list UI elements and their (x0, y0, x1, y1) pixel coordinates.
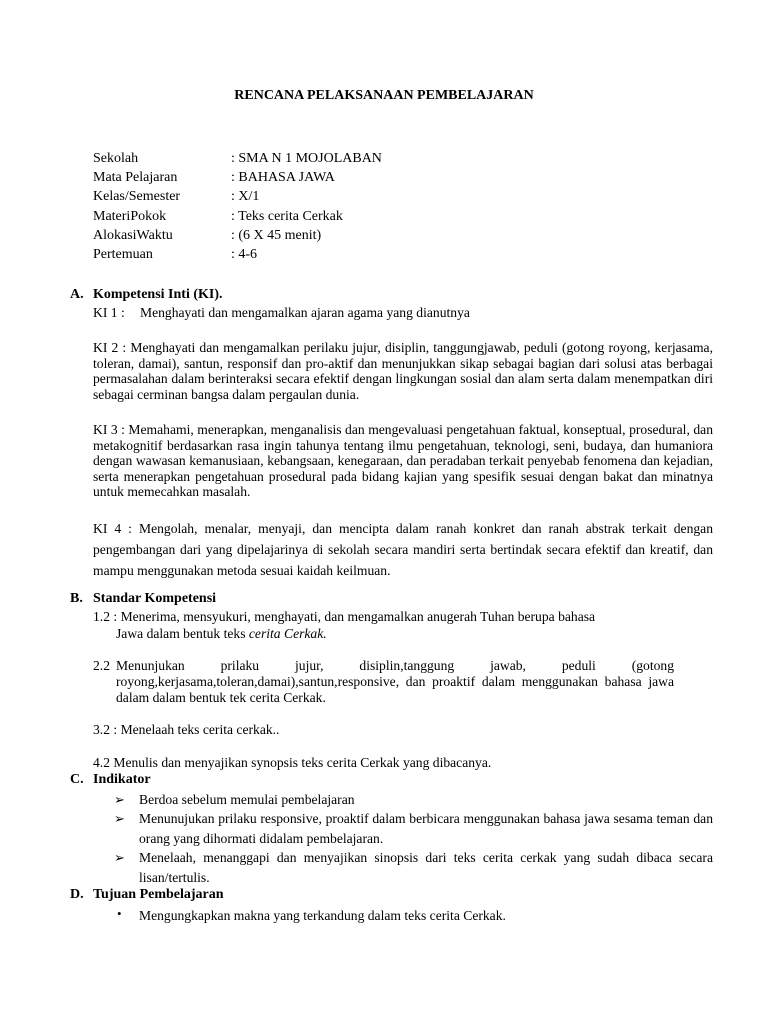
kd-2-2-paragraph: Menunjukan prilaku jujur, disiplin,tanggung jawab, peduli (gotong royong,kerjasama,toleran,damai),santun,responsive, dan proaktif dalam menggunakan bahasa jawa dalam dalam bentuk tek cerita Cerkak. (116, 658, 674, 706)
kd-1-2-line1: 1.2 : Menerima, mensyukuri, menghayati, dan mengamalkan anugerah Tuhan berupa bahasa (93, 609, 596, 624)
ki4-paragraph: KI 4 : Mengolah, menalar, menyaji, dan mencipta dalam ranah konkret dan ranah abstrak terkait dengan pengembangan dari yang dipelajarinya di sekolah secara mandiri serta bertindak secara efektif dan kreatif, dan mampu menggunakan metoda sesuai kaidah keilmuan. (93, 521, 713, 578)
section-c-letter: C. (70, 772, 84, 787)
document-title: RENCANA PELAKSANAAN PEMBELAJARAN (234, 88, 534, 103)
identity-label-meeting: Pertemuan (93, 247, 153, 262)
arrow-bullet-icon: ➢ (114, 792, 125, 807)
identity-value-meeting: : 4-6 (231, 247, 258, 262)
identity-value-time: : (6 X 45 menit) (231, 228, 322, 243)
arrow-bullet-icon: ➢ (114, 811, 125, 826)
section-a-letter: A. (70, 287, 84, 302)
kd-1-2-line2-italic: cerita Cerkak. (248, 626, 327, 641)
section-b-letter: B. (70, 591, 83, 606)
objective-item-1: Mengungkapkan makna yang terkandung dalam teks cerita Cerkak. (139, 908, 506, 923)
identity-label-material: MateriPokok (93, 209, 167, 224)
identity-value-class: : X/1 (231, 189, 260, 204)
ki1-label: KI 1 : (93, 305, 125, 320)
identity-value-subject: : BAHASA JAWA (231, 170, 335, 185)
section-a-title: Kompetensi Inti (KI). (93, 287, 223, 302)
kd-2-2-number: 2.2 (93, 658, 110, 673)
section-d-letter: D. (70, 887, 84, 902)
identity-label-class: Kelas/Semester (93, 189, 181, 204)
dot-bullet-icon: • (117, 906, 122, 921)
kd-3-2: 3.2 : Menelaah teks cerita cerkak.. (93, 722, 280, 737)
ki3-paragraph: KI 3 : Memahami, menerapkan, menganalisis dan mengevaluasi pengetahuan faktual, konseptual, prosedural, dan metakognitif berdasarkan rasa ingin tahunya tentang ilmu pengetahuan, teknologi, seni, budaya, dan humaniora dengan wawasan kemanusiaan, kebangsaan, kenegaraan, dan peradaban terkait penyebab fenomena dan kejadian, serta menerapkan pengetahuan prosedural pada bidang kajian yang spesifik sesuai dengan bakat dan minatnya untuk memecahkan masalah. (93, 422, 713, 500)
indicator-item-1: Berdoa sebelum memulai pembelajaran (139, 792, 355, 807)
indicator-item-2: Menunujukan prilaku responsive, proaktif dalam berbicara menggunakan bahasa jawa sesama teman dan orang yang dihormati didalam pembelajaran. (139, 811, 713, 846)
kd-1-2-line2-text: Jawa dalam bentuk teks (116, 626, 249, 641)
ki2-paragraph: KI 2 : Menghayati dan mengamalkan perilaku jujur, disiplin, tanggungjawab, peduli (gotong royong, kerjasama, toleran, damai), santun, responsif dan pro-aktif dan menunjukkan sikap sebagai bagian dari solusi atas berbagai permasalahan dalam berinteraksi secara efektif dengan lingkungan sosial dan alam serta dalam menempatkan diri sebagai cerminan bangsa dalam pergaulan dunia. (93, 340, 713, 402)
identity-value-school: : SMA N 1 MOJOLABAN (231, 151, 382, 166)
identity-label-subject: Mata Pelajaran (93, 170, 178, 185)
kd-4-2: 4.2 Menulis dan menyajikan synopsis teks cerita Cerkak yang dibacanya. (93, 755, 492, 770)
identity-label-time: AlokasiWaktu (93, 228, 173, 243)
kd-1-2-line2 (116, 626, 327, 642)
identity-value-material: : Teks cerita Cerkak (231, 209, 343, 224)
section-b-title: Standar Kompetensi (93, 591, 217, 606)
identity-label-school: Sekolah (93, 151, 139, 166)
section-c-title: Indikator (93, 772, 151, 787)
indicator-item-3: Menelaah, menanggapi dan menyajikan sinopsis dari teks cerita cerkak yang sudah dibaca secara lisan/tertulis. (139, 850, 713, 885)
section-d-title: Tujuan Pembelajaran (93, 887, 224, 902)
arrow-bullet-icon: ➢ (114, 850, 125, 865)
ki1-text: Menghayati dan mengamalkan ajaran agama yang dianutnya (140, 305, 470, 320)
